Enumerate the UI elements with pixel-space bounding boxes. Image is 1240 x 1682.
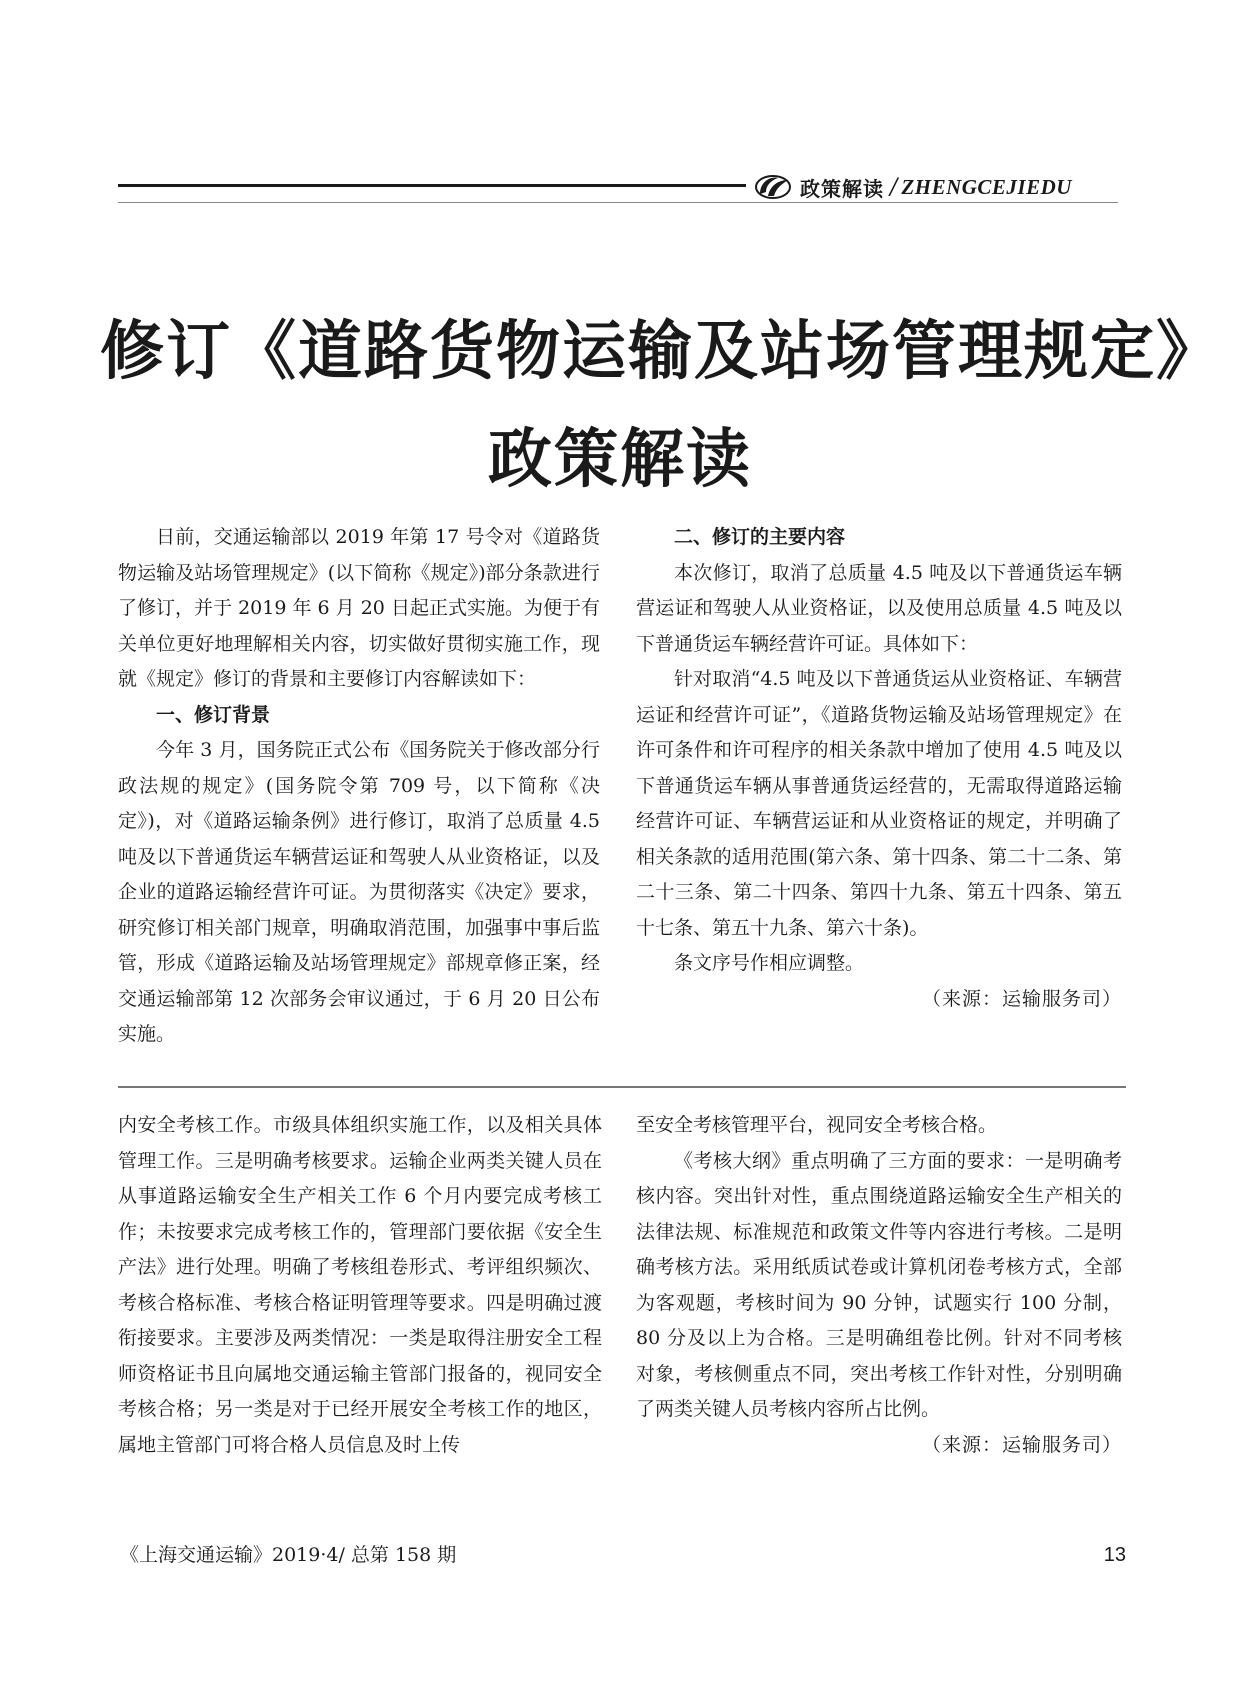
section-heading-content: 二、修订的主要内容 bbox=[674, 526, 846, 548]
section-heading-background: 一、修订背景 bbox=[156, 703, 271, 726]
article-title-line2: 政策解读 bbox=[488, 423, 752, 497]
section-name-cn: 政策解读 bbox=[800, 176, 884, 201]
intro-paragraph: 日前，交通运输部以 2019 年第 17 号令对《道路货物运输及站场管理规定》(以下简称《规定》)部分条款进行了修订，并于 2019 年 6 月 20 日起正式实施。为便于有关单位更好地理解相关内容，切实做好贯彻实施工作，现就《规定》修订的背景和主要修订内容解读如下： bbox=[118, 526, 600, 690]
article-title-line1: 修订《道路货物运输及站场管理规定》 bbox=[100, 315, 1222, 389]
content-paragraph-2: 针对取消“4.5 吨及以下普通货运从业资格证、车辆营运证和经营许可证”，《道路货物运输及站场管理规定》在许可条件和许可程序的相关条款中增加了使用 4.5 吨及以下普通货运车辆从事普通货运经营的，无需取得道路运输经营许可证、车辆营运证和从业资格证的规定，并明确了相关条款的适用范围(第六条、第十四条、第二十二条、第二十三条、第二十四条、第四十九条、第五十四条、第五十七条、第五十九条、第六十条)。 bbox=[636, 668, 1122, 939]
journal-logo-icon bbox=[754, 172, 792, 202]
article2-paragraph-2: 至安全考核管理平台，视同安全考核合格。 bbox=[636, 1114, 998, 1136]
content-paragraph-3: 条文序号作相应调整。 bbox=[674, 952, 865, 974]
journal-footer: 《上海交通运输》2019·4/ 总第 158 期 bbox=[120, 1544, 457, 1566]
background-paragraph: 今年 3 月，国务院正式公布《国务院关于修改部分行政法规的规定》(国务院令第 709 号，以下简称《决定》)，对《道路运输条例》进行修订，取消了总质量 4.5 吨及以下普通货运车辆营运证和驾驶人从业资格证，以及企业的道路运输经营许可证。为贯彻落实《决定》要求，研究修订相关部门规章，明确取消范围，加强事中事后监管，形成《道路运输及站场管理规定》部规章修正案，经交通运输部第 12 次部务会审议通过，于 6 月 20 日公布实施。 bbox=[118, 739, 600, 1045]
article2-column-right bbox=[636, 1108, 1122, 1463]
article1-column-left bbox=[118, 520, 600, 1053]
header-rule bbox=[118, 184, 746, 187]
article-divider bbox=[118, 1086, 1126, 1088]
article2-column-left bbox=[118, 1108, 602, 1463]
section-separator: / bbox=[890, 174, 898, 200]
article1-column-right bbox=[636, 520, 1122, 1017]
section-header bbox=[754, 170, 1072, 204]
content-paragraph-1: 本次修订，取消了总质量 4.5 吨及以下普通货运车辆营运证和驾驶人从业资格证，以及使用总质量 4.5 吨及以下普通货运车辆经营许可证。具体如下： bbox=[636, 561, 1122, 655]
article2-paragraph-3: 《考核大纲》重点明确了三方面的要求：一是明确考核内容。突出针对性，重点围绕道路运输安全生产相关的法律法规、标准规范和政策文件等内容进行考核。二是明确考核方法。采用纸质试卷或计算机闭卷考核方式，全部为客观题，考核时间为 90 分钟，试题实行 100 分制，80 分及以上为合格。三是明确组卷比例。针对不同考核对象，考核侧重点不同，突出考核工作针对性，分别明确了两类关键人员考核内容所占比例。 bbox=[636, 1149, 1122, 1420]
page-number: 13 bbox=[1103, 1544, 1126, 1566]
article2-paragraph-1: 内安全考核工作。市级具体组织实施工作，以及相关具体管理工作。三是明确考核要求。运输企业两类关键人员在从事道路运输安全生产相关工作 6 个月内要完成考核工作；未按要求完成考核工作的，管理部门要依据《安全生产法》进行处理。明确了考核组卷形式、考评组织频次、考核合格标准、考核合格证明管理等要求。四是明确过渡衔接要求。主要涉及两类情况：一类是取得注册安全工程师资格证书且向属地交通运输主管部门报备的，视同安全考核合格；另一类是对于已经开展安全考核工作的地区，属地主管部门可将合格人员信息及时上传 bbox=[118, 1114, 602, 1456]
section-name-en: ZHENGCEJIEDU bbox=[901, 174, 1072, 199]
source-attribution: （来源：运输服务司） bbox=[921, 987, 1122, 1010]
source-attribution-2: （来源：运输服务司） bbox=[921, 1433, 1122, 1456]
